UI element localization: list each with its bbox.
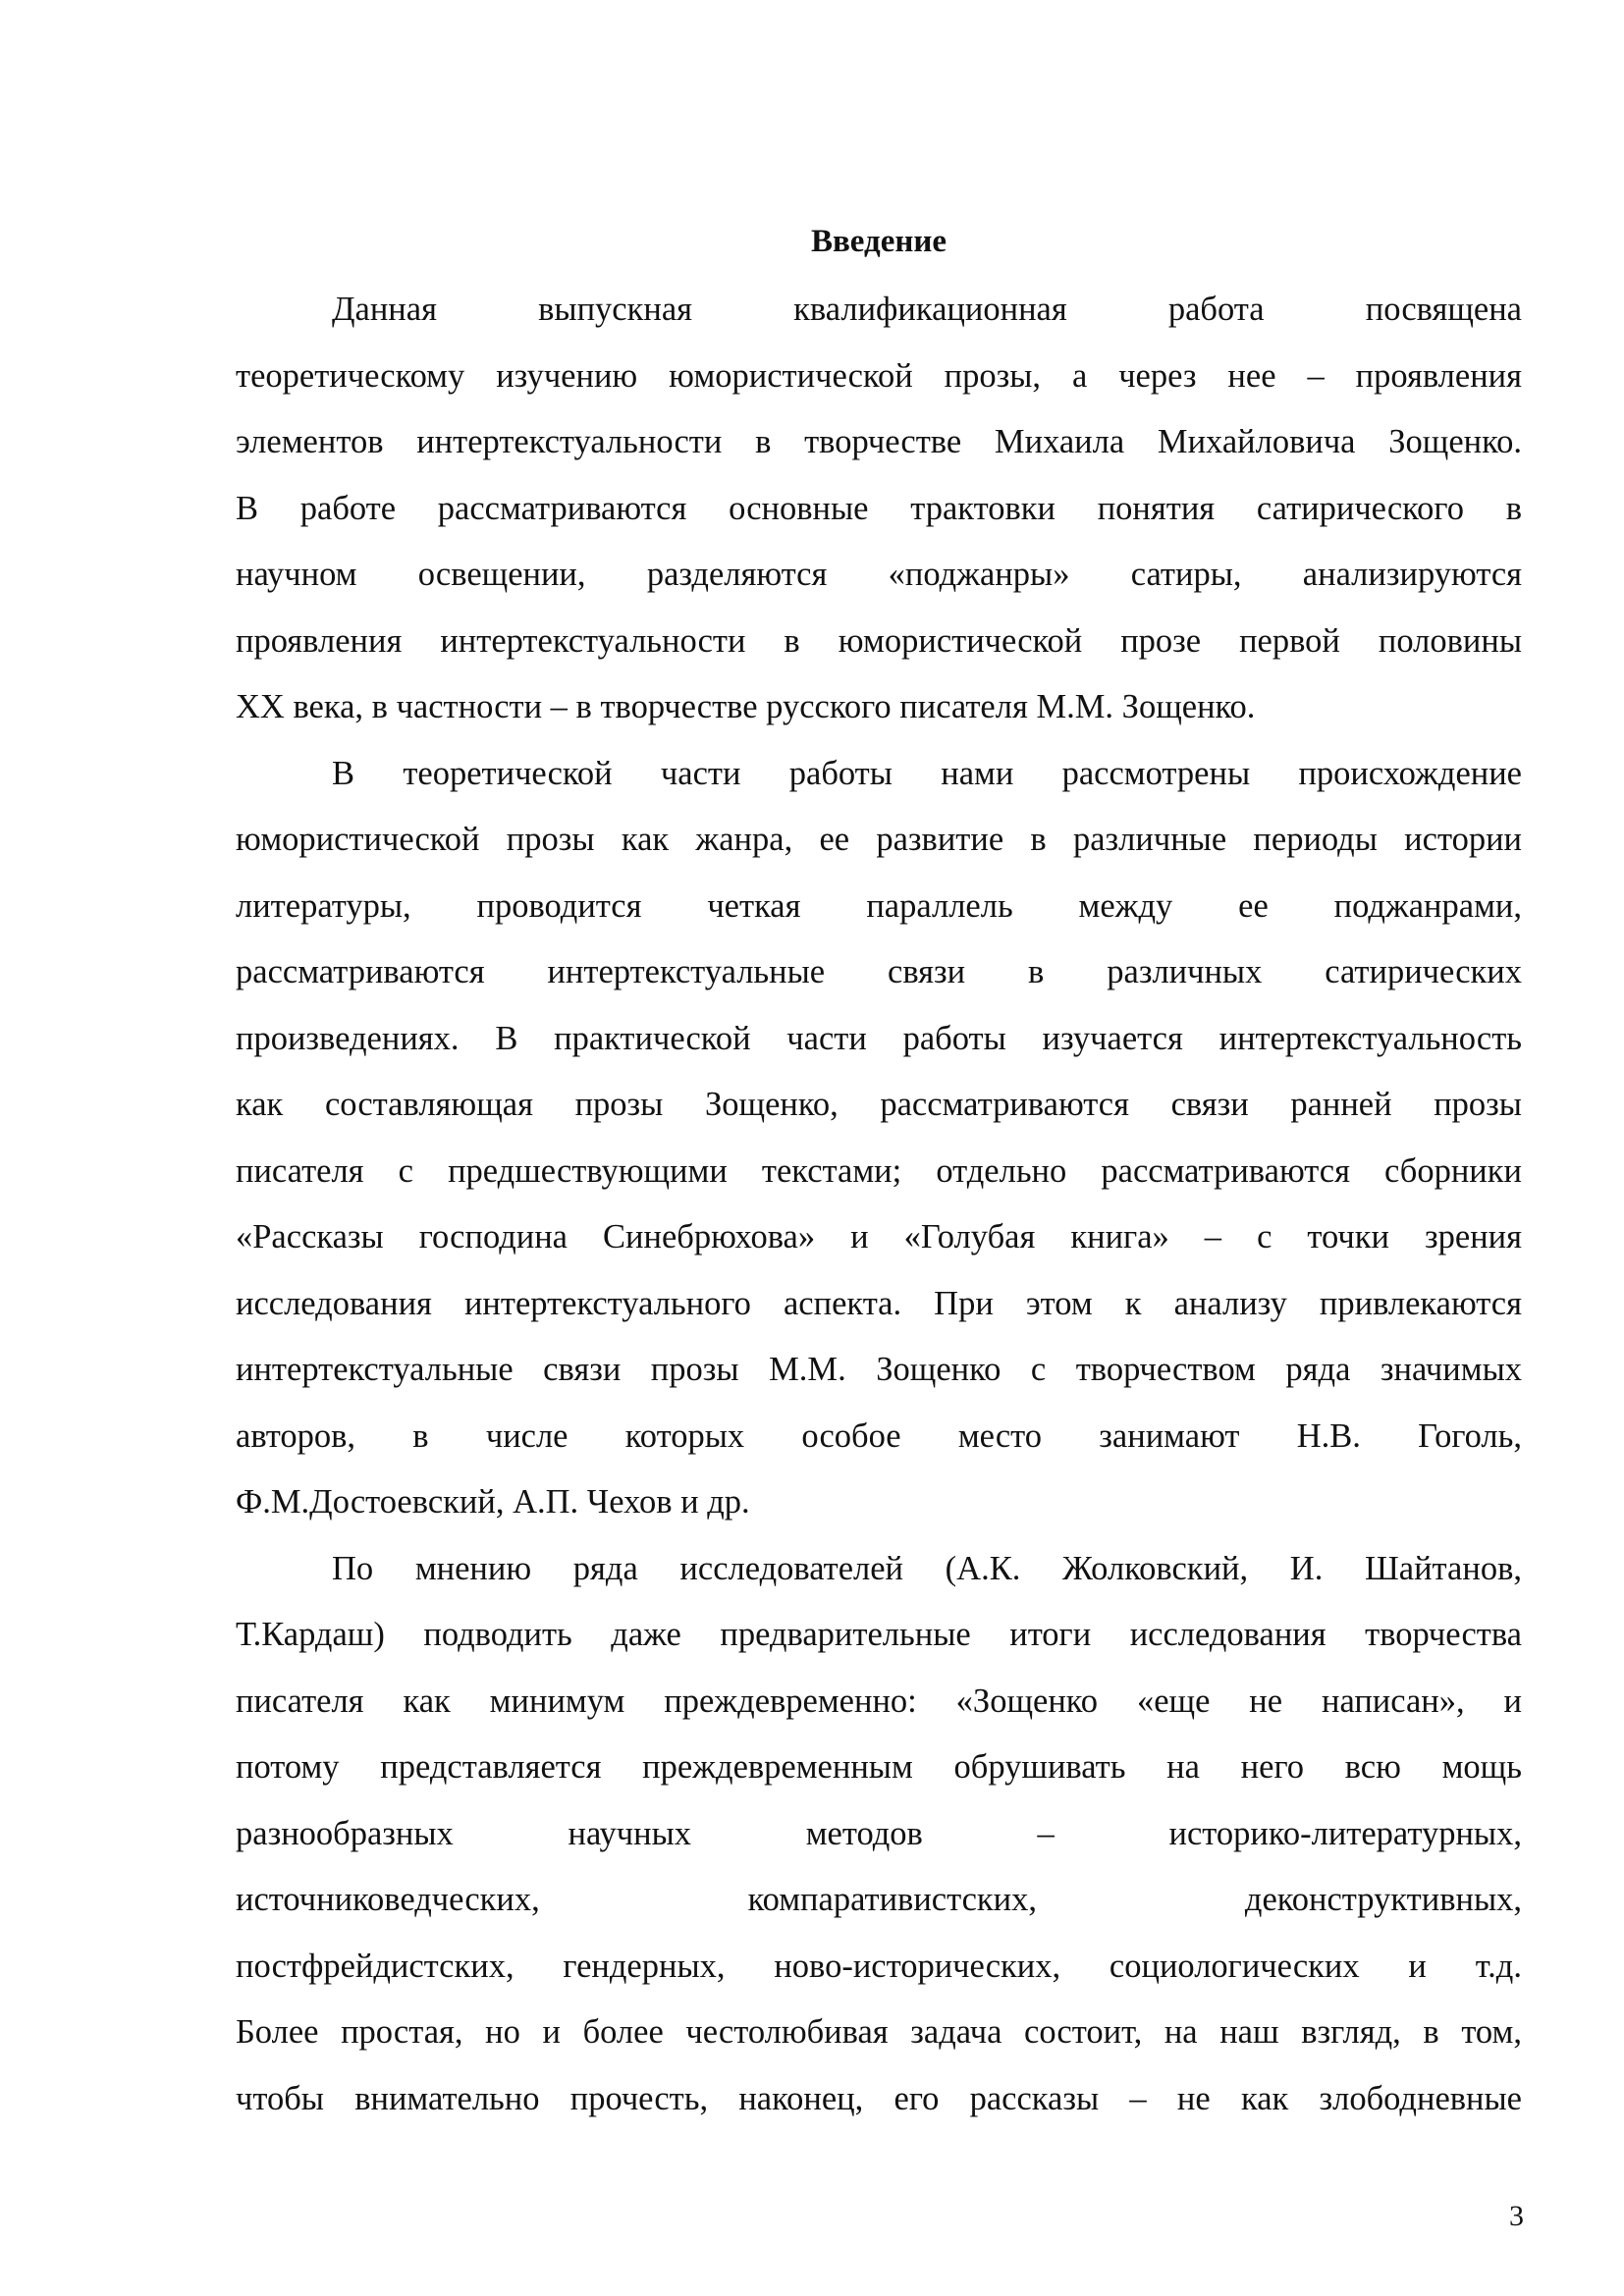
section-title: Введение	[810, 224, 947, 259]
text-line: элементов интертекстуальности в творчестве Михаила Михайловича Зощенко.	[236, 423, 1522, 460]
text-line: Данная выпускная квалификационная работа посвящена	[332, 291, 1522, 328]
text-line: источниковедческих, компаративистских, деконструктивных,	[236, 1881, 1522, 1918]
text-line: «Рассказы господина Синебрюхова» и «Голубая книга» – с точки зрения	[236, 1218, 1522, 1255]
text-line: разнообразных научных методов – историко-литературных,	[236, 1814, 1522, 1852]
text-line: В работе рассматриваются основные трактовки понятия сатирического в	[236, 489, 1522, 527]
page-number: 3	[1509, 2200, 1524, 2232]
text-line: как составляющая прозы Зощенко, рассматриваются связи ранней прозы	[236, 1086, 1522, 1123]
text-line: произведениях. В практической части работы изучается интертекстуальность	[236, 1019, 1522, 1057]
text-line: рассматриваются интертекстуальные связи в различных сатирических	[236, 953, 1522, 990]
text-line: постфрейдистских, гендерных, ново-исторических, социологических и т.д.	[236, 1947, 1522, 1985]
text-line: проявления интертекстуальности в юмористической прозе первой половины	[236, 621, 1522, 660]
text-line: По мнению ряда исследователей (А.К. Жолковский, И. Шайтанов,	[332, 1549, 1522, 1587]
paragraph-3	[236, 1536, 1522, 2133]
text-line: научном освещении, разделяются «поджанры» сатиры, анализируются	[236, 556, 1522, 593]
text-line: теоретическому изучению юмористической прозы, а через нее – проявления	[236, 356, 1522, 395]
text-line: интертекстуальные связи прозы М.М. Зощенко с творчеством ряда значимых	[236, 1351, 1522, 1388]
text-line: В теоретической части работы нами рассмотрены происхождение	[332, 754, 1522, 792]
paragraph-2	[236, 741, 1522, 1536]
text-line: юмористической прозы как жанра, ее развитие в различные периоды истории	[236, 821, 1522, 858]
text-line: Ф.М.Достоевский, А.П. Чехов и др.	[236, 1483, 750, 1521]
text-line: потому представляется преждевременным обрушивать на него всю мощь	[236, 1748, 1522, 1786]
text-line: писателя как минимум преждевременно: «Зощенко «еще не написан», и	[236, 1682, 1522, 1720]
paragraph-1	[236, 277, 1522, 741]
body-text	[236, 277, 1522, 2132]
text-line: чтобы внимательно прочесть, наконец, его рассказы – не как злободневные	[236, 2079, 1522, 2117]
text-line: литературы, проводится четкая параллель между ее поджанрами,	[236, 886, 1522, 925]
text-line: Т.Кардаш) подводить даже предварительные итоги исследования творчества	[236, 1616, 1522, 1653]
text-line: исследования интертекстуального аспекта. При этом к анализу привлекаются	[236, 1284, 1522, 1322]
text-line: XX века, в частности – в творчестве русского писателя М.М. Зощенко.	[236, 688, 1256, 725]
text-line: Более простая, но и более честолюбивая задача состоит, на наш взгляд, в том,	[236, 2013, 1522, 2051]
text-line: писателя с предшествующими текстами; отдельно рассматриваются сборники	[236, 1151, 1522, 1190]
text-line: авторов, в числе которых особое место занимают Н.В. Гоголь,	[236, 1416, 1522, 1455]
